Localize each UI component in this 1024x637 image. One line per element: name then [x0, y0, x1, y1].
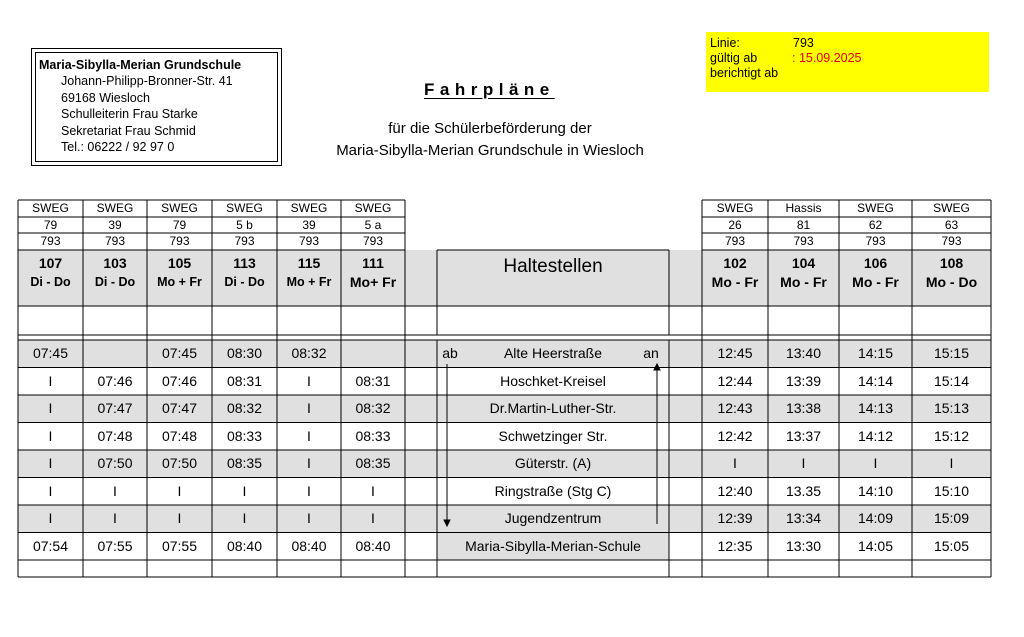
stop-name-cell: Alte Heerstraße	[503, 345, 603, 361]
time-cell: 12:44	[717, 372, 753, 389]
time-cell: 07:45	[32, 345, 69, 361]
subtitle-line-2: Maria-Sibylla-Merian Grundschule in Wiesloch	[336, 142, 644, 159]
header-line-cell: 793	[941, 234, 962, 248]
header-operator-cell: SWEG	[32, 201, 69, 215]
time-cell: I	[873, 455, 878, 471]
header-route-cell: 79	[43, 218, 58, 232]
header-operator-cell: SWEG	[857, 201, 894, 215]
stop-name-cell: Maria-Sibylla-Merian-Schule	[465, 537, 641, 554]
time-cell: 12:39	[717, 510, 753, 526]
linie-value: 793	[793, 36, 814, 50]
time-cell: I	[371, 482, 375, 499]
time-cell: 15:10	[933, 482, 970, 499]
time-cell: 08:40	[291, 537, 327, 554]
time-cell: 07:46	[161, 372, 198, 389]
time-cell: 08:32	[291, 345, 327, 361]
time-cell: 08:40	[226, 537, 263, 554]
header-line-cell: 793	[298, 234, 320, 248]
gueltig-date: : 15.09.2025	[792, 51, 862, 65]
time-cell: 15:05	[933, 537, 970, 554]
time-cell: 07:48	[161, 427, 198, 444]
time-cell	[83, 340, 147, 368]
gueltig-label: gültig ab	[710, 51, 758, 65]
stop-name-cell: Dr.Martin-Luther-Str.	[489, 400, 617, 416]
trip-days-cell: Di - Do	[224, 275, 265, 289]
school-street: Johann-Philipp-Bronner-Str. 41	[61, 74, 233, 88]
stop-name-cell: Hoschket-Kreisel	[500, 372, 606, 389]
time-cell: I	[48, 400, 53, 416]
trip-number-cell: 115	[297, 255, 321, 271]
time-cell: 12:42	[717, 427, 753, 444]
time-cell: 13:34	[785, 510, 822, 526]
header-operator-cell: SWEG	[226, 201, 263, 215]
trip-number-cell: 111	[362, 255, 384, 271]
time-cell: 12:43	[717, 400, 753, 416]
time-cell: I	[733, 455, 737, 471]
trip-days-cell: Mo + Fr	[157, 275, 202, 289]
time-cell: 07:45	[161, 345, 198, 361]
header-route-cell: 81	[796, 218, 811, 232]
time-cell: 07:47	[97, 400, 133, 416]
header-line-cell: 793	[40, 234, 61, 248]
time-cell: I	[307, 400, 311, 416]
time-cell: 07:50	[161, 455, 198, 471]
time-cell: I	[48, 372, 53, 389]
time-cell: I	[48, 510, 53, 526]
linie-label: Linie:	[710, 36, 740, 50]
time-cell: 13:38	[785, 400, 822, 416]
header-line-cell: 793	[234, 234, 255, 248]
an-label: an	[643, 345, 659, 361]
header-route-cell: 26	[728, 218, 742, 232]
time-cell: I	[113, 482, 117, 499]
time-cell: I	[307, 455, 311, 471]
header-operator-cell: SWEG	[96, 201, 134, 215]
ab-label: ab	[442, 345, 458, 361]
school-phone: Tel.: 06222 / 92 97 0	[61, 140, 175, 154]
berichtigt-label: berichtigt ab	[710, 66, 779, 80]
time-cell: I	[242, 482, 247, 499]
time-cell: 08:40	[355, 537, 391, 554]
stop-name-cell: Jugendzentrum	[504, 510, 602, 526]
trip-days-cell: Mo - Fr	[852, 274, 899, 290]
time-cell: 13.35	[785, 482, 822, 499]
time-cell: 08:35	[355, 455, 391, 471]
trip-days-cell: Mo+ Fr	[349, 274, 397, 290]
trip-days-cell: Mo - Do	[925, 274, 978, 290]
header-line-cell: 793	[169, 234, 190, 248]
header-operator-cell: SWEG	[716, 201, 754, 215]
time-cell: 14:10	[857, 482, 894, 499]
trip-number-cell: 107	[38, 255, 63, 271]
time-cell: 13:37	[785, 427, 822, 444]
header-operator-cell: SWEG	[933, 201, 970, 215]
trip-days-cell: Mo - Fr	[780, 274, 827, 290]
stop-name-cell: Schwetzinger Str.	[498, 427, 608, 444]
trip-number-cell: 102	[723, 255, 747, 271]
time-cell: 08:32	[355, 400, 391, 416]
header-route-cell: 62	[868, 218, 883, 232]
time-cell: 13:30	[785, 537, 822, 554]
trip-days-cell: Di - Do	[30, 275, 71, 289]
time-cell: I	[113, 510, 117, 526]
time-cell: I	[48, 455, 53, 471]
time-cell: I	[371, 510, 375, 526]
time-cell: 15:15	[933, 345, 970, 361]
time-cell: I	[307, 510, 311, 526]
page-title: Fahrpläne	[424, 80, 555, 99]
header-route-cell: 39	[108, 218, 122, 232]
header-line-cell: 793	[104, 234, 126, 248]
time-cell: 07:46	[97, 372, 133, 389]
school-principal: Schulleiterin Frau Starke	[61, 107, 198, 121]
time-cell: I	[242, 510, 247, 526]
header-route-cell: 63	[944, 218, 959, 232]
time-cell	[341, 340, 405, 368]
header-operator-cell: SWEG	[161, 201, 198, 215]
time-cell: 15:14	[933, 372, 970, 389]
time-cell: I	[801, 455, 806, 471]
time-cell: 13:39	[785, 372, 822, 389]
time-cell: 07:55	[97, 537, 133, 554]
time-cell: I	[48, 427, 53, 444]
time-cell: I	[307, 427, 311, 444]
time-cell: 07:47	[161, 400, 198, 416]
header-operator-cell: SWEG	[290, 201, 328, 215]
trip-number-cell: 104	[791, 255, 816, 271]
haltestellen-header: Haltestellen	[503, 256, 603, 277]
header-operator-cell: Hassis	[785, 201, 822, 215]
header-line-cell: 793	[865, 234, 886, 248]
stop-name-cell: Ringstraße (Stg C)	[494, 482, 612, 499]
time-cell: 14:05	[857, 537, 894, 554]
time-cell: 08:35	[226, 455, 263, 471]
time-cell: 07:50	[97, 455, 133, 471]
trip-days-cell: Di - Do	[94, 275, 136, 289]
time-cell: 08:33	[226, 427, 263, 444]
trip-number-cell: 103	[103, 255, 127, 271]
trip-number-cell: 105	[167, 255, 192, 271]
time-cell: 14:14	[857, 372, 894, 389]
time-cell: 12:45	[717, 345, 753, 361]
time-cell: 08:31	[226, 372, 263, 389]
header-route-cell: 39	[302, 218, 316, 232]
time-cell: 08:30	[226, 345, 263, 361]
time-cell: 08:32	[226, 400, 263, 416]
time-cell: I	[949, 455, 954, 471]
time-cell: 15:12	[933, 427, 970, 444]
time-cell: 14:12	[857, 427, 894, 444]
trip-days-cell: Mo + Fr	[286, 275, 332, 289]
time-cell: 07:54	[32, 537, 69, 554]
trip-number-cell: 113	[233, 255, 256, 271]
header-line-cell: 793	[724, 234, 746, 248]
time-cell: 08:31	[355, 372, 391, 389]
time-cell: 13:40	[785, 345, 822, 361]
school-secretary: Sekretariat Frau Schmid	[61, 123, 196, 138]
time-cell: 07:48	[97, 427, 133, 444]
time-cell: 14:15	[857, 345, 894, 361]
time-cell: I	[307, 482, 311, 499]
header-line-cell: 793	[362, 234, 384, 248]
trip-number-cell: 108	[939, 255, 964, 271]
time-cell: 15:13	[933, 400, 970, 416]
time-cell: 14:13	[857, 400, 894, 416]
header-route-cell: 79	[172, 218, 187, 232]
time-cell: 12:35	[717, 537, 753, 554]
time-cell: 08:33	[355, 427, 391, 444]
time-cell: 12:40	[717, 482, 753, 499]
time-cell: I	[307, 372, 311, 389]
time-cell: 07:55	[161, 537, 198, 554]
header-route-cell: 5 b	[236, 218, 253, 232]
time-cell: I	[177, 510, 182, 526]
header-line-cell: 793	[793, 234, 814, 248]
stop-name-cell: Güterstr. (A)	[514, 455, 592, 471]
trip-days-cell: Mo - Fr	[711, 274, 759, 290]
school-city: 69168 Wiesloch	[61, 90, 150, 105]
time-cell: 14:09	[857, 510, 894, 526]
header-route-cell: 5 a	[364, 218, 382, 232]
school-name: Maria-Sibylla-Merian Grundschule	[39, 58, 242, 72]
header-operator-cell: SWEG	[354, 201, 392, 215]
trip-number-cell: 106	[863, 255, 888, 271]
time-cell: 15:09	[933, 510, 970, 526]
time-cell: I	[177, 482, 182, 499]
time-cell: I	[48, 482, 53, 499]
subtitle-line-1: für die Schülerbeförderung der	[388, 120, 592, 137]
